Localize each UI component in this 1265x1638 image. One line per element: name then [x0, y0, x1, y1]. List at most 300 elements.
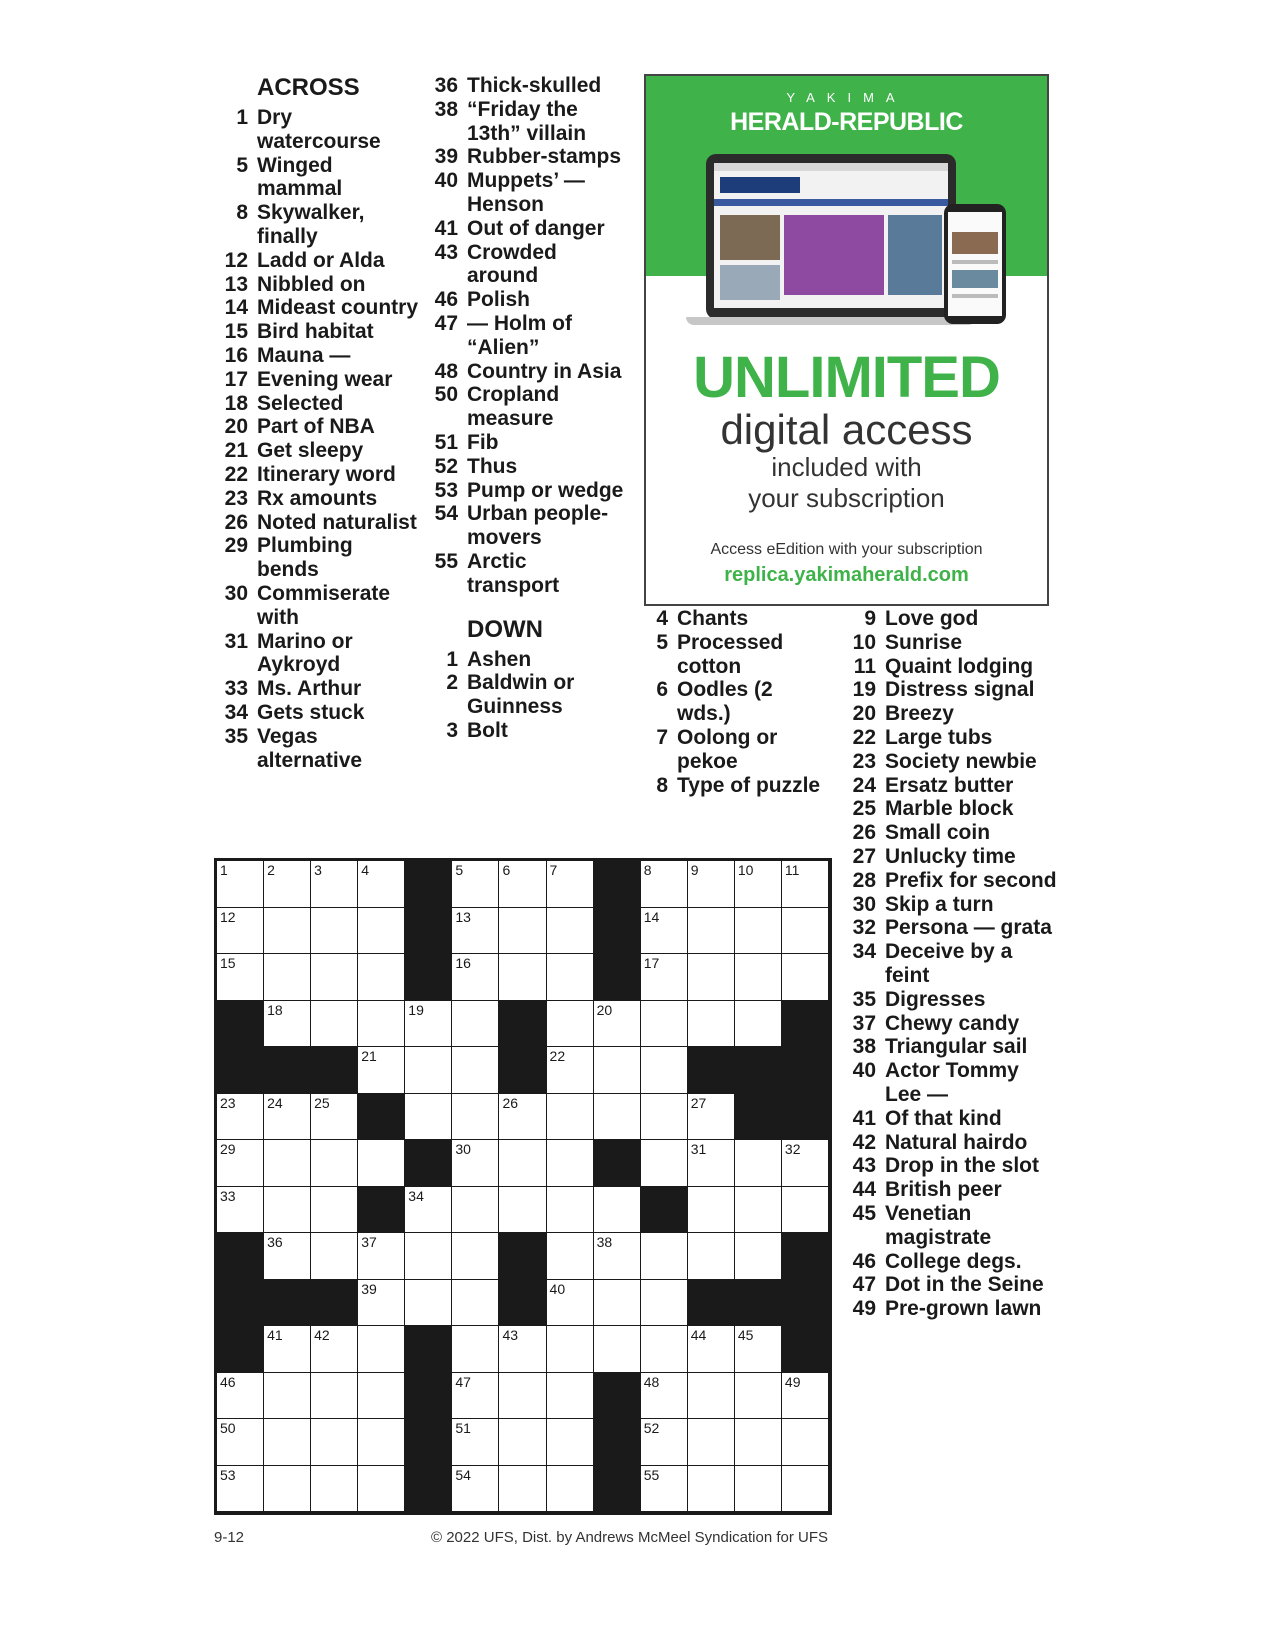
grid-cell[interactable] — [264, 1187, 311, 1234]
across-clue — [214, 296, 419, 320]
across-clue — [214, 320, 419, 344]
black-square — [217, 1001, 264, 1048]
grid-cell[interactable] — [264, 1466, 311, 1513]
grid-cell[interactable] — [641, 1466, 688, 1513]
grid-cell[interactable] — [452, 1047, 499, 1094]
grid-cell[interactable] — [594, 1280, 641, 1327]
clue-number: 52 — [434, 454, 458, 478]
black-square — [594, 954, 641, 1001]
grid-cell[interactable] — [735, 1187, 782, 1234]
clue-number: 43 — [434, 240, 458, 264]
grid-cell[interactable] — [735, 908, 782, 955]
grid-cell[interactable] — [405, 1233, 452, 1280]
grid-cell[interactable] — [641, 1140, 688, 1187]
grid-cell[interactable] — [452, 954, 499, 1001]
across-clue — [214, 582, 419, 630]
grid-cell[interactable] — [547, 954, 594, 1001]
black-square — [311, 1047, 358, 1094]
grid-cell[interactable] — [264, 1001, 311, 1048]
cell-number: 6 — [502, 862, 511, 878]
grid-cell[interactable] — [358, 1326, 405, 1373]
cell-number: 7 — [549, 862, 558, 878]
clue-text: Small coin — [885, 821, 991, 845]
grid-cell[interactable] — [311, 1140, 358, 1187]
clue-number: 37 — [852, 1011, 876, 1035]
grid-cell[interactable] — [452, 1280, 499, 1327]
down-heading: DOWN — [467, 615, 543, 643]
down-clue — [842, 797, 1057, 821]
grid-cell[interactable] — [405, 1047, 452, 1094]
grid-cell[interactable] — [782, 1466, 829, 1513]
cell-number: 42 — [314, 1327, 330, 1343]
across-clue — [424, 217, 624, 241]
clue-number: 14 — [224, 296, 248, 320]
clue-text: Country in Asia — [467, 359, 622, 383]
grid-cell[interactable] — [547, 908, 594, 955]
cell-number: 50 — [220, 1420, 236, 1436]
grid-cell[interactable] — [452, 1140, 499, 1187]
grid-cell[interactable] — [547, 1140, 594, 1187]
grid-cell[interactable] — [735, 1326, 782, 1373]
clue-number: 40 — [852, 1059, 876, 1083]
grid-cell[interactable] — [688, 908, 735, 955]
grid-cell[interactable] — [782, 1140, 829, 1187]
clue-number: 46 — [434, 288, 458, 312]
clue-number: 49 — [852, 1297, 876, 1321]
grid-cell[interactable] — [358, 861, 405, 908]
clue-text: Type of puzzle — [677, 773, 821, 797]
grid-cell[interactable] — [735, 861, 782, 908]
grid-cell[interactable] — [311, 1094, 358, 1141]
grid-cell[interactable] — [311, 1419, 358, 1466]
grid-cell[interactable] — [311, 1001, 358, 1048]
black-square — [499, 1280, 546, 1327]
across-clue — [214, 439, 419, 463]
grid-cell[interactable] — [782, 1419, 829, 1466]
across-clue — [424, 550, 624, 598]
grid-cell[interactable] — [499, 1326, 546, 1373]
grid-cell[interactable] — [641, 1280, 688, 1327]
clue-number: 10 — [852, 630, 876, 654]
grid-cell[interactable] — [547, 1233, 594, 1280]
clue-number: 19 — [852, 678, 876, 702]
clue-number: 45 — [852, 1201, 876, 1225]
grid-cell[interactable] — [547, 1326, 594, 1373]
grid-cell[interactable] — [641, 1373, 688, 1420]
grid-cell[interactable] — [782, 954, 829, 1001]
grid-cell[interactable] — [782, 1373, 829, 1420]
down-clue — [842, 631, 1057, 655]
ad-kicker: YAKIMA — [786, 90, 907, 105]
grid-cell[interactable] — [499, 1140, 546, 1187]
grid-cell[interactable] — [547, 1047, 594, 1094]
cell-number: 24 — [267, 1094, 283, 1111]
cell-number: 23 — [220, 1094, 236, 1111]
grid-cell[interactable] — [452, 1001, 499, 1048]
grid-cell[interactable] — [594, 1001, 641, 1048]
grid-cell[interactable] — [311, 861, 358, 908]
clue-text: Plumbing bends — [257, 534, 353, 582]
grid-cell[interactable] — [782, 1187, 829, 1234]
grid-cell[interactable] — [594, 1187, 641, 1234]
cell-number: 21 — [361, 1048, 377, 1064]
grid-cell[interactable] — [688, 1419, 735, 1466]
grid-cell[interactable] — [499, 1094, 546, 1141]
black-square — [405, 1466, 452, 1513]
grid-cell[interactable] — [688, 1466, 735, 1513]
grid-cell[interactable] — [358, 1466, 405, 1513]
clue-number: 47 — [434, 311, 458, 335]
clue-number: 7 — [656, 725, 668, 749]
grid-cell[interactable] — [358, 1419, 405, 1466]
across-clue — [214, 249, 419, 273]
clue-number: 48 — [434, 359, 458, 383]
grid-cell[interactable] — [735, 1419, 782, 1466]
grid-cell[interactable] — [358, 1280, 405, 1327]
grid-cell[interactable] — [264, 861, 311, 908]
grid-cell[interactable] — [358, 1373, 405, 1420]
grid-cell[interactable] — [311, 1233, 358, 1280]
grid-cell[interactable] — [547, 1094, 594, 1141]
grid-cell[interactable] — [735, 1001, 782, 1048]
grid-cell[interactable] — [594, 1233, 641, 1280]
clue-text: Skip a turn — [885, 892, 994, 916]
black-square — [641, 1187, 688, 1234]
black-square — [594, 861, 641, 908]
grid-cell[interactable] — [688, 1187, 735, 1234]
grid-cell[interactable] — [358, 908, 405, 955]
cell-number: 22 — [549, 1048, 566, 1064]
clue-text: Nibbled on — [257, 272, 366, 296]
down-clue — [842, 821, 1057, 845]
clue-text: Unlucky time — [885, 844, 1016, 868]
black-square — [594, 1466, 641, 1513]
across-clue — [214, 201, 419, 249]
grid-cell[interactable] — [217, 1094, 264, 1141]
ad-tagline-line1: included with — [771, 452, 922, 482]
grid-cell[interactable] — [264, 954, 311, 1001]
grid-cell[interactable] — [311, 908, 358, 955]
grid-cell[interactable] — [735, 1233, 782, 1280]
clue-number: 51 — [434, 430, 458, 454]
across-clue — [214, 487, 419, 511]
across-clue — [424, 431, 624, 455]
grid-cell[interactable] — [641, 908, 688, 955]
grid-cell[interactable] — [688, 1373, 735, 1420]
clue-text: Selected — [257, 391, 344, 415]
grid-cell[interactable] — [405, 1280, 452, 1327]
clue-number: 22 — [852, 725, 876, 749]
grid-cell[interactable] — [452, 908, 499, 955]
clue-text: Itinerary word — [257, 462, 396, 486]
clue-number: 25 — [852, 797, 876, 821]
grid-cell[interactable] — [547, 861, 594, 908]
grid-cell[interactable] — [547, 1001, 594, 1048]
grid-cell[interactable] — [264, 1140, 311, 1187]
grid-cell[interactable] — [405, 1001, 452, 1048]
grid-cell[interactable] — [688, 1140, 735, 1187]
cell-number: 52 — [643, 1420, 660, 1436]
grid-cell[interactable] — [217, 1187, 264, 1234]
cell-number: 44 — [690, 1327, 707, 1343]
clue-text: Evening wear — [257, 367, 393, 391]
clue-text: Rubber-stamps — [467, 145, 622, 169]
grid-cell[interactable] — [217, 1466, 264, 1513]
grid-cell[interactable] — [641, 1094, 688, 1141]
grid-cell[interactable] — [782, 861, 829, 908]
down-clue — [842, 1154, 1057, 1178]
ad-url-link[interactable]: replica.yakimaherald.com — [724, 564, 969, 586]
clue-text: Natural hairdo — [885, 1130, 1028, 1154]
grid-cell[interactable] — [264, 1233, 311, 1280]
clue-text: Thick-skulled — [467, 74, 602, 97]
grid-cell[interactable] — [547, 1373, 594, 1420]
down-clue — [842, 607, 1057, 631]
cell-number: 55 — [643, 1466, 660, 1483]
grid-cell[interactable] — [688, 861, 735, 908]
grid-cell[interactable] — [217, 1373, 264, 1420]
grid-cell[interactable] — [264, 1373, 311, 1420]
grid-cell[interactable] — [688, 1233, 735, 1280]
grid-cell[interactable] — [217, 1140, 264, 1187]
grid-cell[interactable] — [499, 861, 546, 908]
down-clue — [842, 845, 1057, 869]
grid-cell[interactable] — [547, 1466, 594, 1513]
grid-cell[interactable] — [452, 1466, 499, 1513]
cell-number: 29 — [220, 1141, 236, 1157]
down-clue — [634, 678, 829, 726]
grid-cell[interactable] — [217, 1419, 264, 1466]
grid-cell[interactable] — [499, 1419, 546, 1466]
grid-cell[interactable] — [311, 1466, 358, 1513]
cell-number: 25 — [314, 1094, 330, 1111]
grid-cell[interactable] — [499, 954, 546, 1001]
clue-text: Sunrise — [885, 630, 963, 654]
grid-cell[interactable] — [217, 861, 264, 908]
grid-cell[interactable] — [311, 954, 358, 1001]
black-square — [688, 1280, 735, 1327]
grid-cell[interactable] — [358, 1001, 405, 1048]
grid-cell[interactable] — [688, 954, 735, 1001]
clue-text: Triangular sail — [885, 1035, 1028, 1059]
black-square — [735, 1280, 782, 1327]
clue-number: 1 — [446, 647, 458, 671]
grid-cell[interactable] — [641, 1001, 688, 1048]
grid-cell[interactable] — [264, 908, 311, 955]
clue-text: “Friday the 13th” villain — [467, 97, 587, 145]
clue-text: Love god — [885, 607, 979, 630]
down-clue — [634, 726, 829, 774]
clue-text: Oodles (2 wds.) — [677, 678, 773, 726]
grid-cell[interactable] — [499, 1466, 546, 1513]
grid-cell[interactable] — [735, 1466, 782, 1513]
clue-text: Breezy — [885, 702, 954, 726]
black-square — [217, 1280, 264, 1327]
grid-cell[interactable] — [358, 1140, 405, 1187]
black-square — [499, 1001, 546, 1048]
black-square — [499, 1047, 546, 1094]
grid-cell[interactable] — [452, 861, 499, 908]
clue-number: 32 — [852, 916, 876, 940]
down-clue — [842, 1035, 1057, 1059]
clue-number: 36 — [434, 74, 458, 97]
down-clue — [842, 726, 1057, 750]
black-square — [782, 1326, 829, 1373]
clue-number: 41 — [852, 1106, 876, 1130]
clue-text: Of that kind — [885, 1106, 1002, 1130]
cell-number: 51 — [455, 1420, 471, 1436]
grid-cell[interactable] — [499, 1187, 546, 1234]
clue-text: Polish — [467, 288, 531, 312]
grid-cell[interactable] — [735, 1140, 782, 1187]
clue-text: Muppets’ — Henson — [467, 169, 585, 216]
across-clue — [214, 463, 419, 487]
cell-number: 28 — [737, 1094, 754, 1111]
grid-cell[interactable] — [264, 1419, 311, 1466]
grid-cell[interactable] — [688, 1326, 735, 1373]
grid-cell[interactable] — [499, 908, 546, 955]
grid-cell[interactable] — [311, 1373, 358, 1420]
black-square — [499, 1233, 546, 1280]
clue-number: 42 — [852, 1130, 876, 1154]
grid-cell[interactable] — [405, 1187, 452, 1234]
footer-date: 9-12 — [214, 1529, 245, 1546]
cell-number: 15 — [220, 955, 236, 971]
grid-cell[interactable] — [452, 1419, 499, 1466]
clue-text: Large tubs — [885, 725, 993, 749]
across-clue — [214, 701, 419, 725]
grid-cell[interactable] — [594, 1047, 641, 1094]
grid-cell[interactable] — [641, 954, 688, 1001]
grid-cell[interactable] — [452, 1187, 499, 1234]
down-clue — [842, 750, 1057, 774]
grid-cell[interactable] — [735, 1373, 782, 1420]
cell-number: 36 — [267, 1234, 283, 1250]
grid-cell[interactable] — [264, 1094, 311, 1141]
grid-cell[interactable] — [452, 1233, 499, 1280]
ad-headline: UNLIMITED — [693, 345, 1000, 410]
clue-number: 8 — [656, 773, 668, 797]
clue-number: 44 — [852, 1178, 876, 1202]
clue-number: 38 — [852, 1035, 876, 1059]
black-square — [735, 1047, 782, 1094]
clue-number: 23 — [852, 749, 876, 773]
clue-number: 15 — [224, 320, 248, 344]
cell-number: 14 — [643, 908, 660, 925]
across-clue — [214, 511, 419, 535]
grid-cell[interactable] — [782, 908, 829, 955]
grid-cell[interactable] — [452, 1373, 499, 1420]
clue-text: Mideast country — [257, 296, 419, 320]
clue-number: 9 — [864, 607, 876, 630]
cell-number: 16 — [455, 955, 471, 971]
down-clue — [424, 719, 624, 743]
across-clue — [424, 98, 624, 146]
grid-cell[interactable] — [217, 954, 264, 1001]
grid-cell[interactable] — [452, 1326, 499, 1373]
down-clue — [424, 671, 624, 719]
clue-text: College degs. — [885, 1249, 1022, 1273]
grid-cell[interactable] — [641, 1326, 688, 1373]
grid-cell[interactable] — [358, 1233, 405, 1280]
cell-number: 39 — [361, 1280, 377, 1297]
clue-number: 30 — [852, 892, 876, 916]
cell-number: 41 — [267, 1327, 283, 1343]
grid-cell[interactable] — [641, 1047, 688, 1094]
down-clue — [842, 1250, 1057, 1274]
cell-number: 32 — [784, 1141, 801, 1157]
grid-cell[interactable] — [547, 1187, 594, 1234]
cell-number: 53 — [220, 1466, 236, 1483]
grid-cell[interactable] — [641, 861, 688, 908]
grid-cell[interactable] — [264, 1326, 311, 1373]
clue-text: Mauna — — [257, 343, 351, 367]
grid-cell[interactable] — [547, 1419, 594, 1466]
grid-cell[interactable] — [311, 1187, 358, 1234]
across-clue — [424, 455, 624, 479]
grid-cell[interactable] — [735, 954, 782, 1001]
cell-number: 31 — [690, 1141, 707, 1157]
grid-cell[interactable] — [405, 1094, 452, 1141]
grid-cell[interactable] — [217, 908, 264, 955]
down-clue — [842, 655, 1057, 679]
grid-cell[interactable] — [499, 1373, 546, 1420]
subscription-ad[interactable] — [644, 74, 1049, 606]
clue-text: Noted naturalist — [257, 510, 417, 534]
cell-number: 45 — [737, 1327, 754, 1343]
down-clue — [842, 1178, 1057, 1202]
clue-text: Pre-grown lawn — [885, 1297, 1042, 1321]
down-clue — [842, 1273, 1057, 1297]
clue-text: Vegas alternative — [257, 724, 363, 772]
grid-cell[interactable] — [311, 1326, 358, 1373]
grid-cell[interactable] — [688, 1001, 735, 1048]
clue-text: Deceive by a feint — [885, 940, 1013, 987]
ad-brand: HERALD-REPUBLIC — [730, 108, 963, 136]
down-clue — [842, 988, 1057, 1012]
grid-cell[interactable] — [641, 1419, 688, 1466]
clue-number: 5 — [236, 153, 248, 177]
grid-cell[interactable] — [452, 1094, 499, 1141]
cell-number: 26 — [502, 1094, 519, 1111]
cell-number: 30 — [455, 1141, 471, 1157]
grid-cell[interactable] — [358, 1047, 405, 1094]
ad-tagline — [646, 452, 1047, 514]
grid-cell[interactable] — [641, 1233, 688, 1280]
grid-cell[interactable] — [358, 954, 405, 1001]
clue-number: 8 — [236, 201, 248, 225]
clue-number: 46 — [852, 1249, 876, 1273]
clue-number: 1 — [236, 106, 248, 129]
down-clue — [842, 1012, 1057, 1036]
clue-number: 50 — [434, 383, 458, 407]
cell-number: 19 — [408, 1001, 424, 1018]
black-square — [217, 1047, 264, 1094]
grid-cell[interactable] — [688, 1094, 735, 1141]
grid-cell[interactable] — [594, 1094, 641, 1141]
across-clue — [424, 241, 624, 289]
across-column-1 — [214, 74, 419, 772]
grid-cell[interactable] — [594, 1326, 641, 1373]
down-clue — [842, 1059, 1057, 1107]
across-clue — [424, 479, 624, 503]
clue-text: Cropland measure — [467, 383, 560, 431]
clue-number: 26 — [224, 510, 248, 534]
black-square — [688, 1047, 735, 1094]
cell-number: 48 — [643, 1373, 660, 1390]
grid-cell[interactable] — [547, 1280, 594, 1327]
black-square — [594, 1140, 641, 1187]
